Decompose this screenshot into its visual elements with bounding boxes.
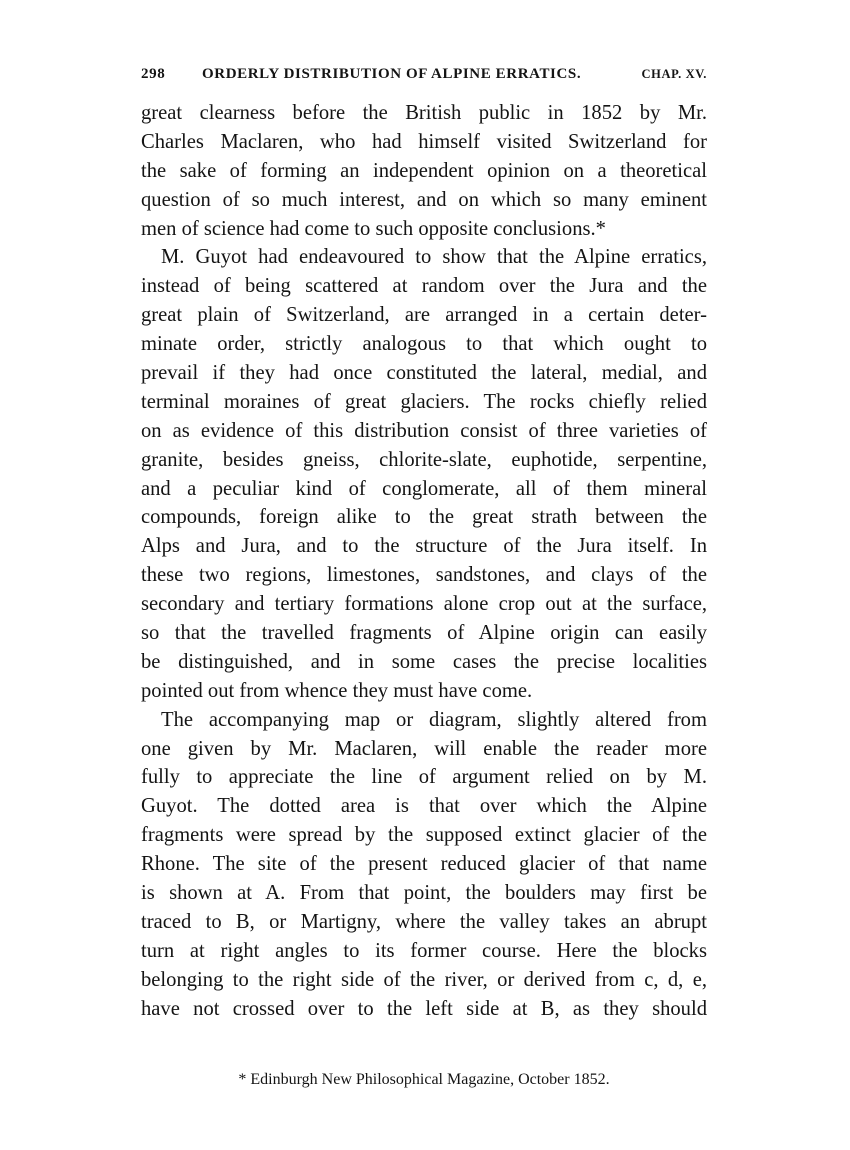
text-line: prevail if they had once constituted the lateral, medial, and [141, 362, 707, 385]
footnote: * Edinburgh New Philosophical Magazine, October 1852. [238, 1071, 610, 1088]
text-line: turn at right angles to its former course. Here the blocks [141, 939, 707, 962]
text-line: question of so much interest, and on which so many eminent [141, 188, 707, 211]
text-line: is shown at A. From that point, the boulders may first be [141, 882, 707, 905]
text-line: fully to appreciate the line of argument relied on by M. [141, 766, 707, 789]
text-line: on as evidence of this distribution consist of three varieties of [141, 419, 707, 442]
text-line: great clearness before the British public in 1852 by Mr. [141, 102, 707, 124]
text-line: traced to B, or Martigny, where the valley takes an abrupt [141, 910, 707, 933]
text-line: Alps and Jura, and to the structure of the Jura itself. In [141, 535, 707, 558]
text-line: secondary and tertiary formations alone crop out at the surface, [141, 593, 707, 616]
text-line: so that the travelled fragments of Alpine origin can easily [141, 622, 707, 645]
text-line: have not crossed over to the left side at B, as they should [141, 997, 707, 1020]
chapter-label: CHAP. XV. [641, 67, 707, 81]
text-line: and a peculiar kind of conglomerate, all of them mineral [141, 477, 707, 500]
text-line: fragments were spread by the supposed extinct glacier of the [141, 824, 707, 847]
text-line: terminal moraines of great glaciers. The rocks chiefly relied [141, 390, 707, 413]
text-line: men of science had come to such opposite conclusions.* [141, 217, 606, 240]
text-line: these two regions, limestones, sandstones, and clays of the [141, 564, 707, 587]
text-line: minate order, strictly analogous to that which ought to [141, 333, 707, 356]
text-line: M. Guyot had endeavoured to show that the Alpine erratics, [161, 246, 707, 269]
page-number: 298 [141, 66, 166, 82]
text-line: Rhone. The site of the present reduced glacier of that name [141, 853, 707, 876]
text-line: compounds, foreign alike to the great strath between the [141, 506, 707, 529]
text-line: great plain of Switzerland, are arranged in a certain deter- [141, 304, 707, 327]
text-line: Charles Maclaren, who had himself visited Switzerland for [141, 130, 707, 153]
text-line: The accompanying map or diagram, slightly altered from [161, 708, 707, 731]
text-line: granite, besides gneiss, chlorite-slate, euphotide, serpentine, [141, 448, 707, 471]
running-head [141, 62, 707, 86]
text-line: instead of being scattered at random over the Jura and the [141, 275, 707, 298]
body-text [141, 99, 707, 1024]
text-line: be distinguished, and in some cases the precise localities [141, 650, 707, 673]
text-line: the sake of forming an independent opinion on a theoretical [141, 159, 707, 182]
running-head-title: ORDERLY DISTRIBUTION OF ALPINE ERRATICS. [202, 66, 582, 82]
text-line: belonging to the right side of the river, or derived from c, d, e, [141, 968, 707, 991]
text-line: pointed out from whence they must have come. [141, 679, 533, 702]
text-line: Guyot. The dotted area is that over which the Alpine [141, 795, 707, 818]
text-line: one given by Mr. Maclaren, will enable the reader more [141, 737, 707, 760]
